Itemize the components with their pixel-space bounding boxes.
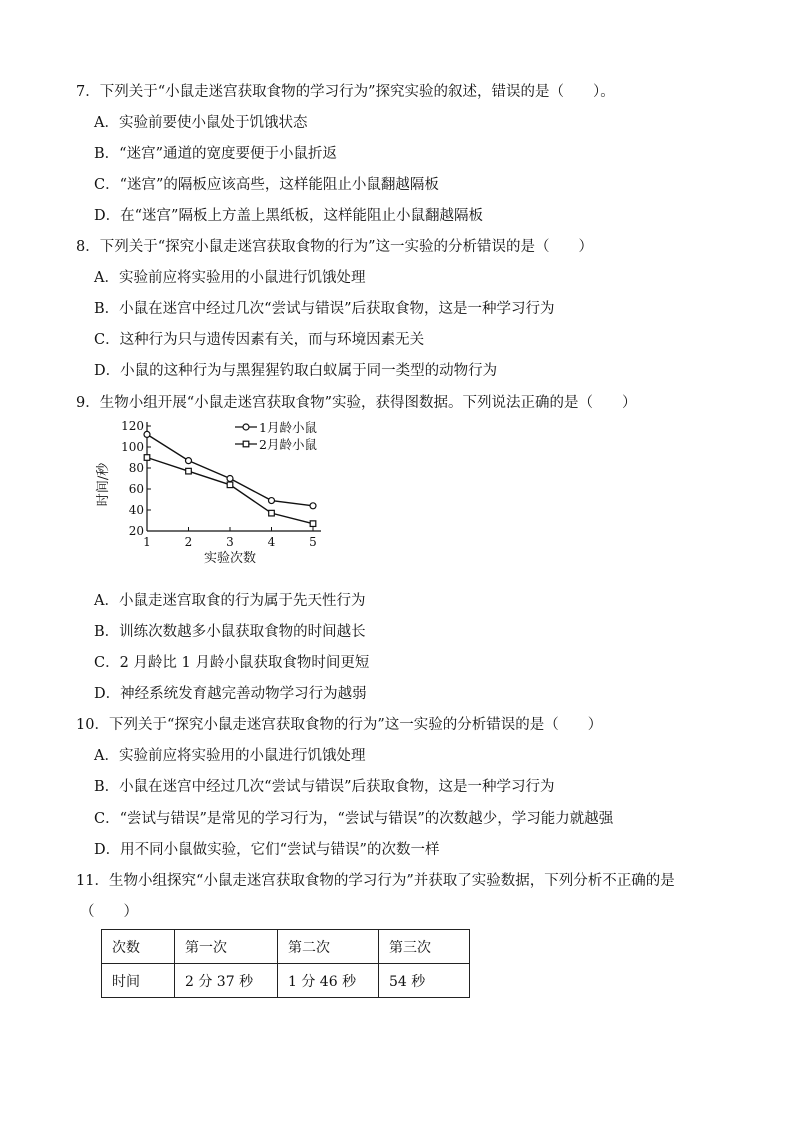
q7-option-b: B．“迷宫”通道的宽度要便于小鼠折返 bbox=[94, 146, 337, 162]
q10-option-a: A．实验前应将实验用的小鼠进行饥饿处理 bbox=[94, 748, 366, 764]
y-tick-label: 40 bbox=[128, 503, 144, 517]
q10-option-d: D．用不同小鼠做实验，它们“尝试与错误”的次数一样 bbox=[94, 842, 440, 858]
q10-option-b: B．小鼠在迷宫中经过几次“尝试与错误”后获取食物，这是一种学习行为 bbox=[94, 779, 555, 795]
q7-option-d: D．在“迷宫”隔板上方盖上黑纸板，这样能阻止小鼠翻越隔板 bbox=[94, 208, 483, 224]
q9-option-b: B．训练次数越多小鼠获取食物的时间越长 bbox=[94, 624, 366, 640]
q8-option-d: D．小鼠的这种行为与黑猩猩钓取白蚁属于同一类型的动物行为 bbox=[94, 363, 498, 379]
data-point-circle bbox=[310, 503, 316, 509]
table-cell: 第二次 bbox=[278, 930, 379, 964]
q8-option-c: C．这种行为只与遗传因素有关，而与环境因素无关 bbox=[94, 332, 425, 348]
x-tick-label: 1 bbox=[143, 535, 151, 549]
y-tick-label: 120 bbox=[121, 420, 144, 433]
table-cell: 时间 bbox=[102, 964, 175, 998]
data-point-square bbox=[144, 455, 150, 461]
q7-stem: 7．下列关于“小鼠走迷宫获取食物的学习行为”探究实验的叙述，错误的是（ ）。 bbox=[76, 84, 615, 100]
q7-option-a: A．实验前要使小鼠处于饥饿状态 bbox=[94, 115, 308, 131]
q8-option-a: A．实验前应将实验用的小鼠进行饥饿处理 bbox=[94, 270, 366, 286]
data-point-square bbox=[186, 468, 192, 474]
x-tick-label: 5 bbox=[309, 535, 317, 549]
table-row bbox=[102, 964, 470, 998]
series-line bbox=[147, 458, 313, 524]
data-point-square bbox=[310, 521, 316, 527]
q11-answer-bracket: （ ） bbox=[80, 904, 138, 920]
q8-stem: 8．下列关于“探究小鼠走迷宫获取食物的行为”这一实验的分析错误的是（ ） bbox=[76, 239, 594, 255]
q9-option-c: C．2 月龄比 1 月龄小鼠获取食物时间更短 bbox=[94, 655, 370, 671]
table-cell: 1 分 46 秒 bbox=[278, 964, 379, 998]
data-point-circle bbox=[269, 498, 275, 504]
x-tick-label: 3 bbox=[226, 535, 234, 549]
table-cell: 54 秒 bbox=[379, 964, 470, 998]
legend-label: 2月龄小鼠 bbox=[259, 437, 317, 452]
q9-line-chart bbox=[90, 420, 340, 590]
q10-stem: 10．下列关于“探究小鼠走迷宫获取食物的行为”这一实验的分析错误的是（ ） bbox=[76, 717, 603, 733]
q9-stem: 9．生物小组开展“小鼠走迷宫获取食物”实验，获得图数据。下列说法正确的是（ ） bbox=[76, 395, 637, 411]
y-tick-label: 100 bbox=[121, 440, 144, 454]
x-tick-label: 2 bbox=[184, 535, 193, 549]
data-point-square bbox=[269, 510, 275, 516]
y-tick-label: 20 bbox=[128, 524, 144, 538]
q11-data-table bbox=[101, 929, 470, 998]
q7-option-c: C．“迷宫”的隔板应该高些，这样能阻止小鼠翻越隔板 bbox=[94, 177, 439, 193]
q11-stem: 11．生物小组探究“小鼠走迷宫获取食物的学习行为”并获取了实验数据，下列分析不正确的是 bbox=[76, 873, 675, 889]
y-axis-title: 时间/秒 bbox=[96, 462, 111, 507]
legend-marker-square bbox=[243, 441, 249, 447]
q8-option-b: B．小鼠在迷宫中经过几次“尝试与错误”后获取食物，这是一种学习行为 bbox=[94, 301, 555, 317]
table-cell: 2 分 37 秒 bbox=[175, 964, 278, 998]
table-header-row bbox=[102, 930, 470, 964]
table-cell: 第三次 bbox=[379, 930, 470, 964]
data-point-circle bbox=[227, 476, 233, 482]
data-point-circle bbox=[144, 431, 150, 437]
y-tick-label: 80 bbox=[128, 461, 144, 475]
q9-option-d: D．神经系统发育越完善动物学习行为越弱 bbox=[94, 686, 367, 702]
y-tick-label: 60 bbox=[128, 482, 144, 496]
x-axis-title: 实验次数 bbox=[203, 551, 257, 566]
q9-option-a: A．小鼠走迷宫取食的行为属于先天性行为 bbox=[94, 593, 366, 609]
legend-label: 1月龄小鼠 bbox=[259, 420, 317, 435]
data-point-square bbox=[227, 482, 233, 488]
table-cell: 次数 bbox=[102, 930, 175, 964]
x-tick-label: 4 bbox=[267, 535, 276, 549]
legend-marker-circle bbox=[243, 424, 249, 430]
q10-option-c: C．“尝试与错误”是常见的学习行为，“尝试与错误”的次数越少，学习能力就越强 bbox=[94, 811, 614, 827]
data-point-circle bbox=[186, 458, 192, 464]
table-cell: 第一次 bbox=[175, 930, 278, 964]
